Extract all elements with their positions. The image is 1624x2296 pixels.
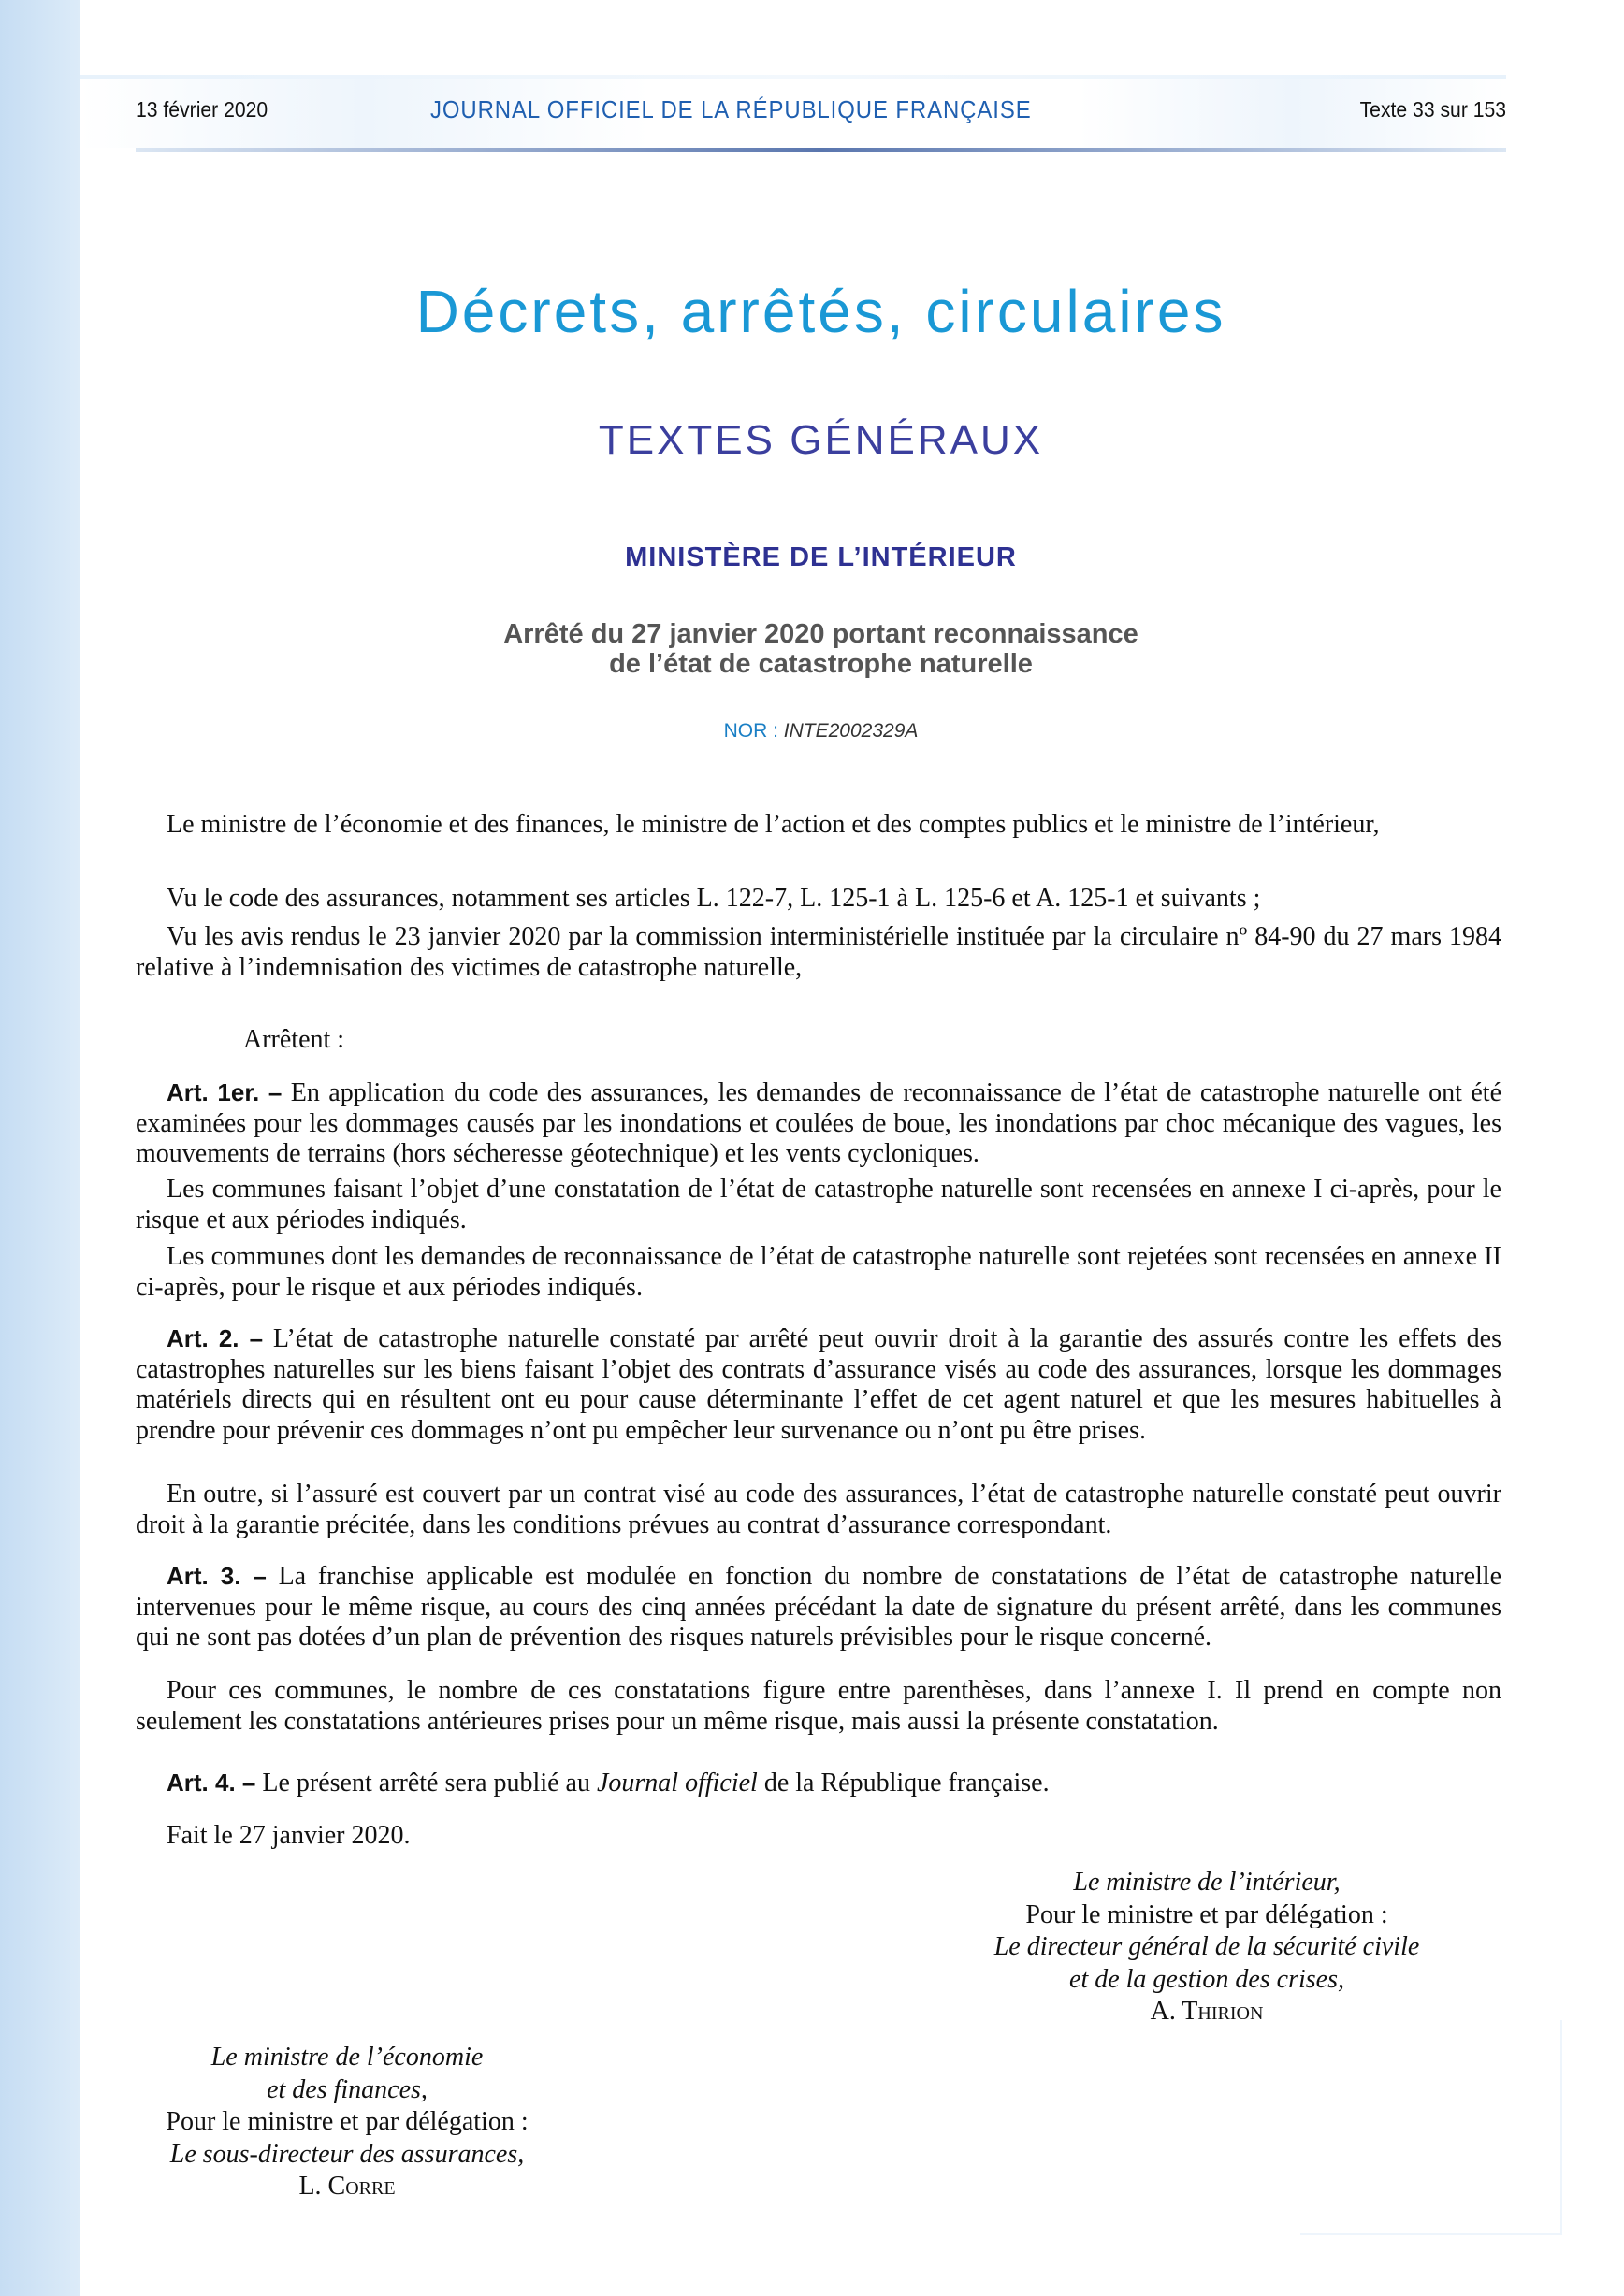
article-label: Art. 4. –	[167, 1769, 256, 1797]
signature-line: Pour le ministre et par délégation :	[166, 2107, 529, 2136]
signature-line: Pour le ministre et par délégation :	[1025, 1899, 1388, 1929]
nor-label: NOR :	[723, 720, 784, 742]
article-text: Le présent arrêté sera publié au	[262, 1769, 597, 1798]
preamble-paragraph: Vu les avis rendus le 23 janvier 2020 par la commission interministérielle instituée par la circulaire nº 84-90 du 27 mars 1984 relative à l’indemnisation des victimes de catastrophe naturelle,	[136, 922, 1501, 982]
signature-economy	[113, 2042, 581, 2203]
article-label: Art. 1er. –	[167, 1078, 283, 1106]
signature-line: et de la gestion des crises,	[1069, 1964, 1344, 1994]
signatory-name: A. Thirion	[1150, 1997, 1264, 2026]
done-date: Fait le 27 janvier 2020.	[167, 1821, 411, 1850]
nor-value: INTE2002329A	[783, 720, 919, 742]
article-label: Art. 3. –	[167, 1562, 267, 1590]
section-title: Décrets, arrêtés, circulaires	[415, 278, 1226, 345]
signature-line: Le sous-directeur des assurances,	[169, 2139, 525, 2169]
article-text: En application du code des assurances, les demandes de reconnaissance de l’état de catastrophe naturelle ont été examinées pour les dommages causés par les inondations et coulées de boue, les inondations par choc mécanique des vagues, les mouvements de terrains (hors sécheresse géotechnique) et les vents cycloniques.	[136, 1078, 1501, 1168]
signature-line: Le ministre de l’économie	[210, 2043, 484, 2072]
act-title-line: Arrêté du 27 janvier 2020 portant reconnaissance	[503, 619, 1138, 649]
header-text-number: Texte 33 sur 153	[1359, 97, 1506, 122]
journal-name: Journal officiel	[596, 1769, 758, 1798]
article-text: L’état de catastrophe naturelle constaté par arrêté peut ouvrir droit à la garantie des assurés contre les effets des catastrophes naturelles sur les biens faisant l’objet des contrats d’assurance visés au code des assurances, lorsque les dommages matériels directs qui en résultent ont eu pour cause déterminante l’effet de cet agent naturel et que les mesures habituelles à prendre pour prévenir ces dommages n’ont pu empêcher leur survenance ou n’ont pu être prises.	[136, 1324, 1501, 1445]
article-paragraph: Les communes faisant l’objet d’une constatation de l’état de catastrophe naturelle sont recensées en annexe I ci-après, pour le risque et aux périodes indiqués.	[136, 1175, 1501, 1235]
article-3	[136, 1561, 1501, 1653]
article-2	[136, 1323, 1501, 1446]
preamble-paragraph: Le ministre de l’économie et des finances, le ministre de l’action et des comptes publics et le ministre de l’intérieur,	[167, 810, 1380, 839]
act-title-line: de l’état de catastrophe naturelle	[609, 649, 1033, 679]
subsection-title: TEXTES GÉNÉRAUX	[598, 417, 1044, 463]
header-journal-title: JOURNAL OFFICIEL DE LA RÉPUBLIQUE FRANÇAISE	[430, 95, 1032, 123]
signature-line: Le ministre de l’intérieur,	[1073, 1868, 1341, 1897]
preamble-paragraph: Vu le code des assurances, notamment ses articles L. 122-7, L. 125-1 à L. 125-6 et A. 125-1 et suivants ;	[167, 884, 1261, 913]
article-paragraph: Pour ces communes, le nombre de ces constatations figure entre parenthèses, dans l’annexe I. Il prend en compte non seulement les constatations antérieures prises pour un même risque, mais aussi la présente constatation.	[136, 1676, 1501, 1736]
arretent-label: Arrêtent :	[243, 1025, 345, 1054]
article-paragraph: Les communes dont les demandes de reconnaissance de l’état de catastrophe naturelle sont rejetées sont recensées en annexe II ci-après, pour le risque et aux périodes indiqués.	[136, 1242, 1501, 1302]
header-rule	[136, 148, 1506, 152]
left-margin-band	[0, 0, 80, 2296]
page-header	[80, 79, 1506, 148]
act-title	[80, 619, 1562, 679]
faint-frame	[1300, 2020, 1562, 2235]
article-label: Art. 2. –	[167, 1324, 264, 1352]
header-date: 13 février 2020	[136, 97, 268, 122]
signatory-name: L. Corre	[298, 2172, 396, 2201]
article-text: de la République française.	[757, 1769, 1050, 1798]
nor-reference	[80, 720, 1562, 743]
article-1	[136, 1077, 1501, 1170]
article-paragraph: En outre, si l’assuré est couvert par un contrat visé au code des assurances, l’état de catastrophe naturelle constaté peut ouvrir droit à la garantie précitée, dans les conditions prévues au contrat d’assurance correspondant.	[136, 1480, 1501, 1539]
ministry-title: MINISTÈRE DE L’INTÉRIEUR	[625, 542, 1017, 572]
signature-interior	[973, 1867, 1441, 2029]
article-4	[136, 1768, 1501, 1799]
signature-line: Le directeur général de la sécurité civile	[993, 1932, 1420, 1961]
article-text: La franchise applicable est modulée en fonction du nombre de constatations de l’état de catastrophe naturelle intervenues pour le même risque, au cours des cinq années précédant la date de signature du présent arrêté, dans les communes qui ne sont pas dotées d’un plan de prévention des risques naturels prévisibles pour le risque concerné.	[136, 1562, 1501, 1652]
signature-line: et des finances,	[267, 2074, 428, 2104]
